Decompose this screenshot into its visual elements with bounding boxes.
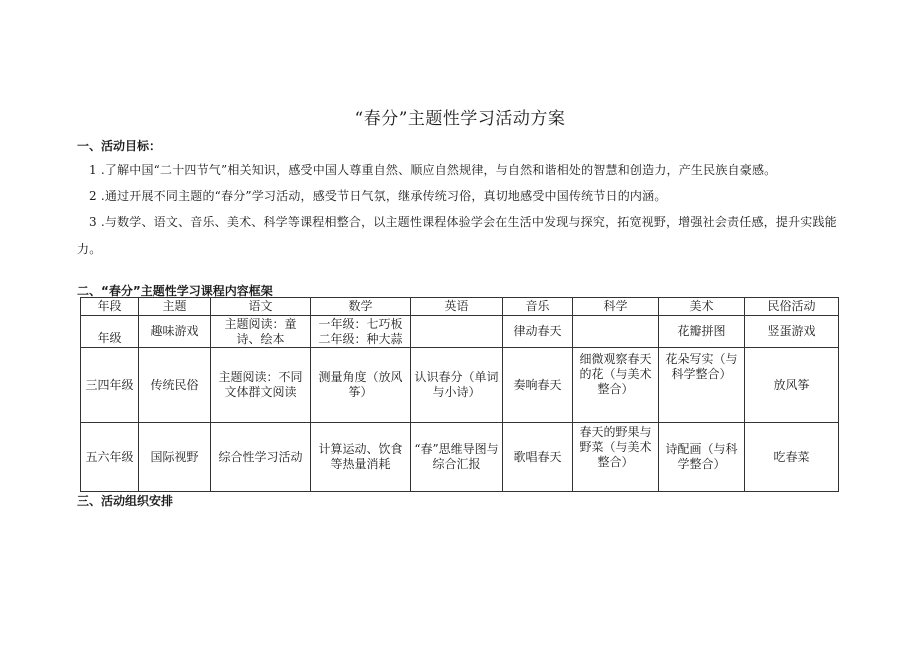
table-cell: 趣味游戏 (139, 316, 211, 348)
table-cell: 放风筝 (745, 348, 839, 423)
table-cell: 计算运动、饮食等热量消耗 (311, 423, 411, 492)
header-chinese: 语文 (211, 298, 311, 316)
table-cell: 五六年级 (81, 423, 139, 492)
table-cell: 细微观察春天的花（与美术整合） (573, 348, 659, 423)
table-cell: 国际视野 (139, 423, 211, 492)
header-folk: 民俗活动 (745, 298, 839, 316)
table-cell: 歌唱春天 (503, 423, 573, 492)
section-3-heading: 三、活动组织安排 (77, 494, 174, 508)
table-cell: 诗配画（与科学整合） (659, 423, 745, 492)
goal-item-2: 2 .通过开展不同主题的“春分”学习活动，感受节日气氛，继承传统习俗，真切地感受中国传统节日的内涵。 (89, 189, 667, 203)
table-cell: 测量角度（放风筝） (311, 348, 411, 423)
table-cell: 花朵写实（与科学整合） (659, 348, 745, 423)
table-cell: 年级 (81, 316, 139, 348)
table-header-row (81, 298, 839, 316)
table-cell (411, 316, 503, 348)
header-math: 数学 (311, 298, 411, 316)
table-cell: 主题阅读：童诗、绘本 (211, 316, 311, 348)
table-cell: 奏响春天 (503, 348, 573, 423)
table-cell: 综合性学习活动 (211, 423, 311, 492)
table-cell: 吃春菜 (745, 423, 839, 492)
table-cell: 竖蛋游戏 (745, 316, 839, 348)
table-cell: 一年级：七巧板二年级：种大蒜 (311, 316, 411, 348)
goal-item-1: 1 .了解中国“二十四节气”相关知识，感受中国人尊重自然、顺应自然规律，与自然和谐相处的智慧和创造力，产生民族自豪感。 (89, 163, 777, 177)
table-cell: 三四年级 (81, 348, 139, 423)
table-cell: 花瓣拼图 (659, 316, 745, 348)
table-cell: 传统民俗 (139, 348, 211, 423)
header-theme: 主题 (139, 298, 211, 316)
table-cell: 春天的野果与野菜（与美术整合） (573, 423, 659, 492)
table-cell (573, 316, 659, 348)
document-title: “春分”主题性学习活动方案 (354, 109, 566, 129)
header-grade: 年段 (81, 298, 139, 316)
header-science: 科学 (573, 298, 659, 316)
header-art: 美术 (659, 298, 745, 316)
table-row (81, 348, 839, 423)
table-cell: 律动春天 (503, 316, 573, 348)
curriculum-table (80, 297, 839, 492)
table-cell: “春”思维导图与综合汇报 (411, 423, 503, 492)
section-1-heading: 一、活动目标： (77, 139, 162, 153)
table-row (81, 316, 839, 348)
header-english: 英语 (411, 298, 503, 316)
table-cell: 主题阅读：不同文体群文阅读 (211, 348, 311, 423)
section-2-heading: 二、“春分”主题性学习课程内容框架 (77, 284, 273, 298)
table-cell: 认识春分（单词与小诗） (411, 348, 503, 423)
table-row (81, 423, 839, 492)
header-music: 音乐 (503, 298, 573, 316)
goal-item-3: 3 .与数学、语文、音乐、美术、科学等课程相整合，以主题性课程体验学会在生活中发现与探究，拓宽视野，增强社会责任感，提升实践能力。 (77, 215, 837, 256)
